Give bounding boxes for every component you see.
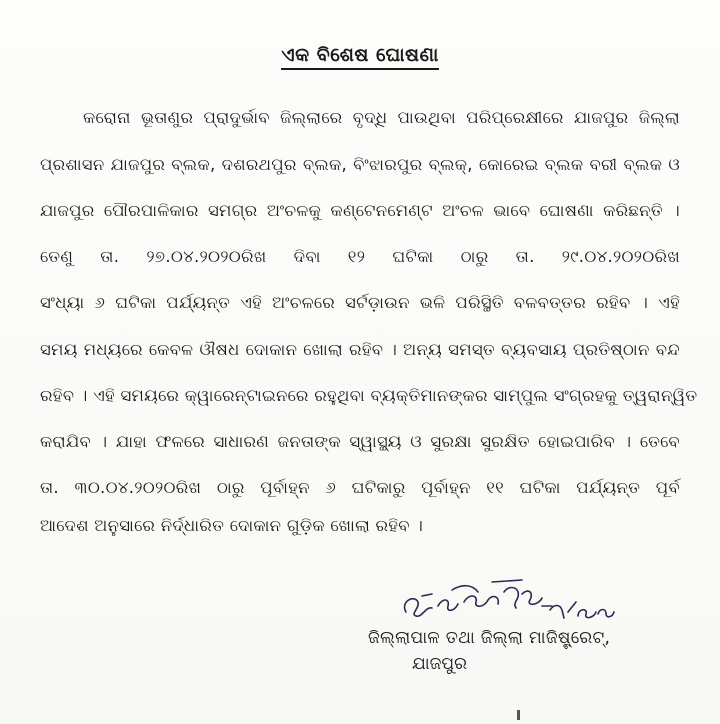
body-line-2: ପ୍ରଶାସନ ଯାଜପୁର ବ୍ଲକ, ଦଶରଥପୁର ବ୍ଲକ, ବିଂଝାରପୁର ବ୍ଲକ୍, କୋରେଇ ବ୍ଲକ ବରୀ ବ୍ଲକ ଓ bbox=[40, 155, 680, 174]
body-line-10: ଆଦେଶ ଅନୁସାରେ ନିର୍ଦ୍ଧାରିତ ଦୋକାନ ଗୁଡ଼ିକ ଖୋଲା ରହିବ । bbox=[40, 516, 424, 535]
handwritten-signature bbox=[392, 572, 622, 624]
notice-title bbox=[0, 44, 720, 66]
body-line-7: ରହିବ । ଏହି ସମୟରେ କ୍ୱାରେନ୍‌ଟାଇନରେ ରହୁଥିବା ବ୍ୟକ୍ତିମାନଙ୍କର ସାମ୍ପୁଲ ସଂଗ୍ରହକୁ ତ୍ୱରାନ୍ୱିତ bbox=[40, 386, 698, 405]
body-line-5: ସଂଧ୍ୟା ୬ ଘଟିକା ପର୍ଯ୍ୟନ୍ତ ଏହି ଅଂଚଳରେ ସର୍ଟଡ଼ାଉନ ଭଳି ପରିସ୍ଥିତି ବଳବତ୍ତର ରହିବ । ଏହି bbox=[40, 293, 680, 312]
notice-title-text: ଏକ ବିଶେଷ ଘୋଷଣା bbox=[281, 44, 439, 70]
body-line-3: ଯାଜପୁର ପୌରପାଳିକାର ସମଗ୍ର ଅଂଚଳକୁ କଣ୍ଟେନମେଣ୍ଟ ଅଂଚଳ ଭାବେ ଘୋଷଣା କରିଛନ୍ତି । bbox=[40, 201, 680, 220]
signatory-designation: ଜିଲ୍ଲାପାଳ ତଥା ଜିଲ୍ଲା ମାଜିଷ୍ଟ୍ରେଟ୍, bbox=[368, 628, 611, 648]
body-line-9: ତା. ୩୦.୦୪.୨୦୨୦ରିଖ ଠାରୁ ପୂର୍ବାହ୍ନ ୬ ଘଟିକାରୁ ପୂର୍ବାହ୍ନ ୧୧ ଘଟିକା ପର୍ଯ୍ୟନ୍ତ ପୂର୍ବ bbox=[40, 478, 680, 497]
scan-speck bbox=[517, 710, 520, 720]
body-line-1: କରୋନା ଭୂତାଣୁର ପ୍ରାଦୁର୍ଭାବ ଜିଲ୍ଲାରେ ବୃଦ୍ଧି ପାଉଥିବା ପରିପ୍ରେକ୍ଷୀରେ ଯାଜପୁର ଜିଲ୍ଲା bbox=[83, 108, 680, 127]
body-line-4: ତେଣୁ ତା. ୨୭.୦୪.୨୦୨୦ରିଖ ଦିବା ୧୨ ଘଟିକା ଠାରୁ ତା. ୨୯.୦୪.୨୦୨୦ରିଖ bbox=[40, 247, 680, 266]
signatory-place: ଯାଜପୁର bbox=[412, 654, 467, 674]
body-line-6: ସମୟ ମଧ୍ୟରେ କେବଳ ଔଷଧ ଦୋକାନ ଖୋଲା ରହିବ । ଅନ୍ୟ ସମସ୍ତ ବ୍ୟବସାୟ ପ୍ରତିଷ୍ଠାନ ବନ୍ଦ bbox=[40, 340, 680, 359]
body-line-8: କରାଯିବ । ଯାହା ଫଳରେ ସାଧାରଣ ଜନତାଙ୍କ ସ୍ୱାସ୍ଥ୍ୟ ଓ ସୁରକ୍ଷା ସୁରକ୍ଷିତ ହୋଇପାରିବ । ତେବେ bbox=[40, 432, 680, 451]
